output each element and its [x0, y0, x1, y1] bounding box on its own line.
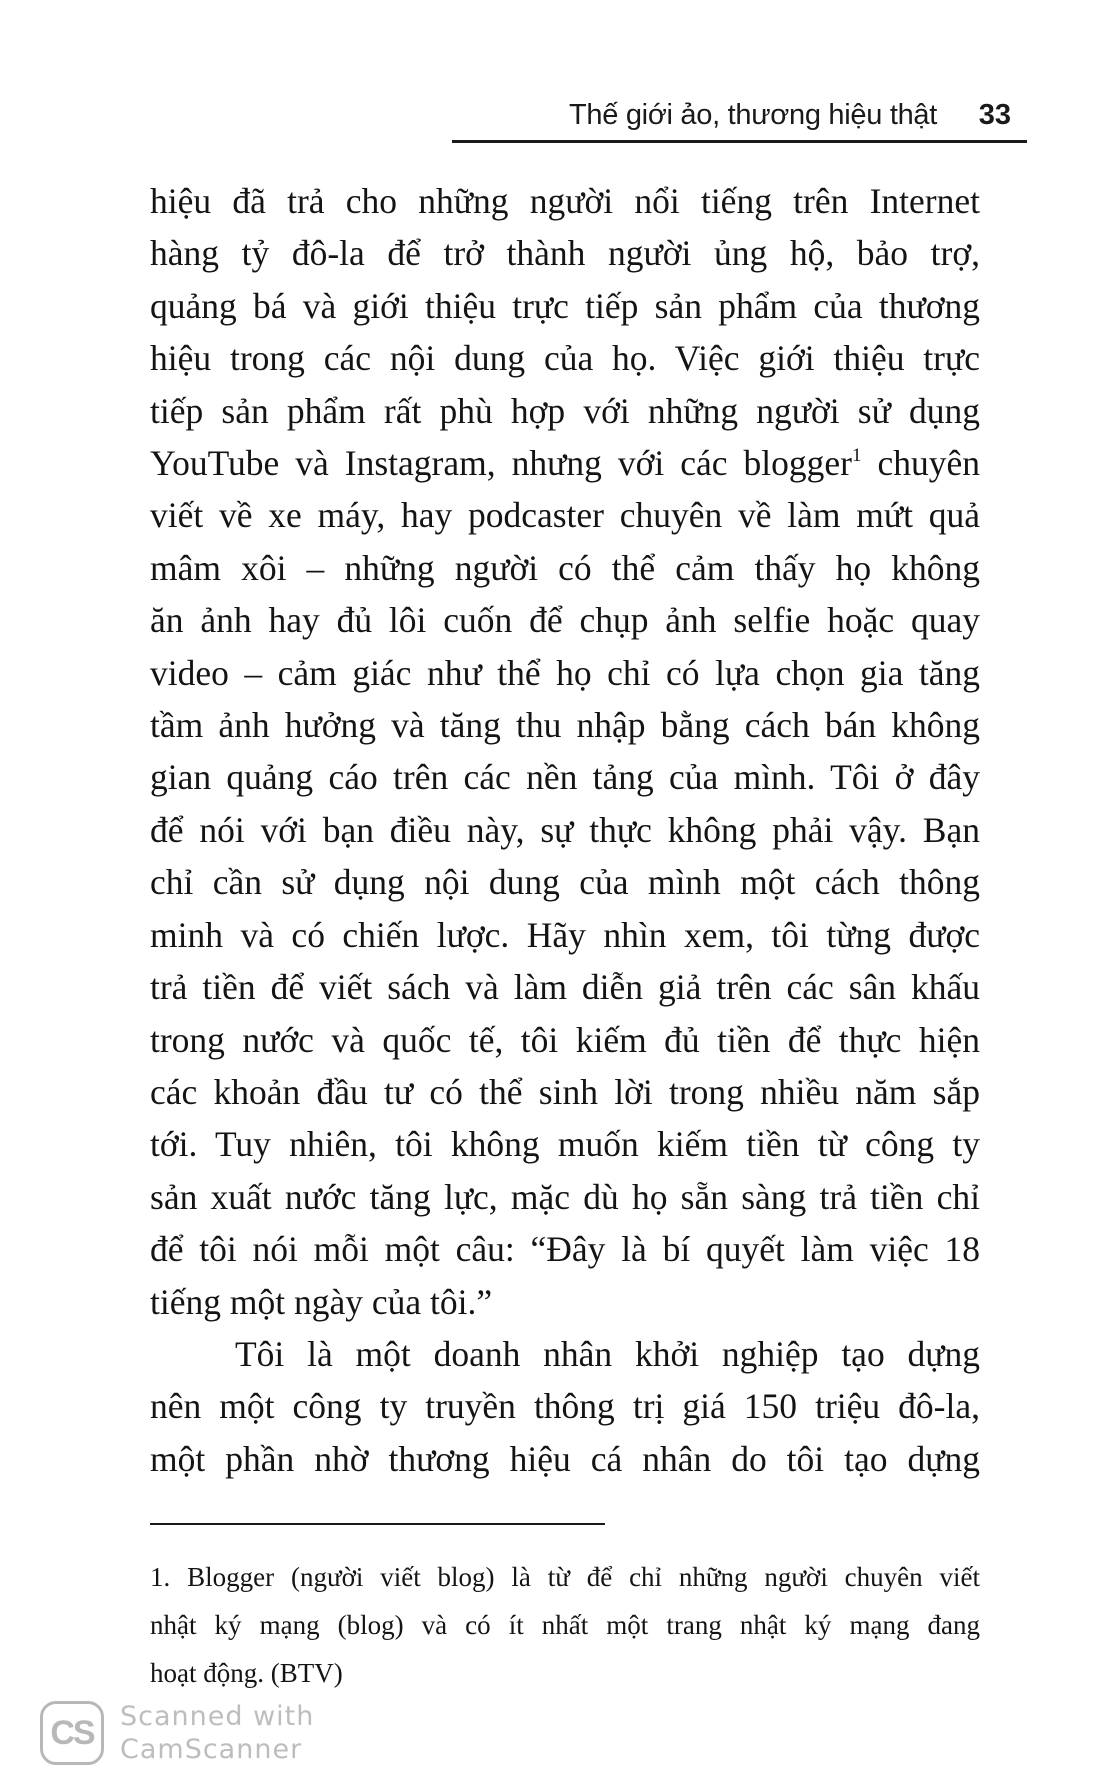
watermark-line-1: Scanned with [120, 1701, 315, 1732]
camscanner-logo-icon: CS [40, 1701, 104, 1765]
watermark-line-2: CamScanner [120, 1734, 303, 1765]
text-line: nên một công ty truyền thông trị giá 150 triệu đô-la, [150, 1386, 980, 1427]
text-line: tiếp sản phẩm rất phù hợp với những người sử dụng [150, 390, 980, 431]
text-line: ăn ảnh hay đủ lôi cuốn để chụp ảnh selfie hoặc quay [150, 600, 980, 641]
text-line: trong nước và quốc tế, tôi kiếm đủ tiền để thực hiện [150, 1019, 980, 1060]
text-line: hàng tỷ đô-la để trở thành người ủng hộ, bảo trợ, [150, 233, 980, 274]
footnote-line: hoạt động. (BTV) [150, 1658, 343, 1688]
page-number: 33 [978, 99, 1011, 131]
text-line: Tôi là một doanh nhân khởi nghiệp tạo dựng [235, 1333, 980, 1374]
footnote-reference: 1 [851, 445, 862, 467]
text-line: mâm xôi – những người có thể cảm thấy họ không [150, 547, 980, 588]
text-segment: YouTube và Instagram, nhưng với các blogger [150, 443, 852, 484]
running-header [452, 92, 1027, 143]
text-line: hiệu trong các nội dung của họ. Việc giới thiệu trực [150, 338, 980, 379]
text-segment: chuyên [861, 443, 981, 484]
text-line: viết về xe máy, hay podcaster chuyên về làm mứt quả [150, 495, 980, 536]
text-line: để nói với bạn điều này, sự thực không phải vậy. Bạn [150, 809, 980, 850]
text-line: các khoản đầu tư có thể sinh lời trong nhiều năm sắp [150, 1071, 980, 1112]
footnote-divider [150, 1523, 605, 1525]
text-line: quảng bá và giới thiệu trực tiếp sản phẩm của thương [150, 285, 980, 326]
text-line: minh và có chiến lược. Hãy nhìn xem, tôi từng được [150, 914, 980, 955]
text-line: hiệu đã trả cho những người nổi tiếng trên Internet [150, 181, 980, 221]
text-line: tiếng một ngày của tôi.” [150, 1281, 493, 1322]
text-line: sản xuất nước tăng lực, mặc dù họ sẵn sàng trả tiền chỉ [150, 1176, 980, 1217]
text-line-with-footnote-ref [150, 437, 980, 489]
running-title: Thế giới ảo, thương hiệu thật [569, 99, 937, 131]
text-line: tầm ảnh hưởng và tăng thu nhập bằng cách bán không [150, 705, 980, 746]
text-line: tới. Tuy nhiên, tôi không muốn kiếm tiền từ công ty [150, 1124, 980, 1165]
text-line: video – cảm giác như thể họ chỉ có lựa chọn gia tăng [150, 652, 980, 693]
footnote [150, 1553, 980, 1697]
footnote-line: nhật ký mạng (blog) và có ít nhất một trang nhật ký mạng đang [150, 1610, 980, 1640]
text-line: một phần nhờ thương hiệu cá nhân do tôi tạo dựng [150, 1438, 980, 1479]
camscanner-watermark [40, 1700, 314, 1766]
text-line: chỉ cần sử dụng nội dung của mình một cách thông [150, 862, 980, 903]
paragraph-2 [150, 1328, 980, 1485]
text-line: để tôi nói mỗi một câu: “Đây là bí quyết làm việc 18 [150, 1229, 980, 1270]
text-line: gian quảng cáo trên các nền tảng của mình. Tôi ở đây [150, 757, 980, 798]
text-line: trả tiền để viết sách và làm diễn giả trên các sân khấu [150, 967, 980, 1008]
watermark-text [120, 1700, 314, 1766]
paragraph-1 [150, 175, 980, 1328]
body-text [150, 175, 980, 1485]
footnote-line: 1. Blogger (người viết blog) là từ để chỉ những người chuyên viết [150, 1562, 980, 1592]
